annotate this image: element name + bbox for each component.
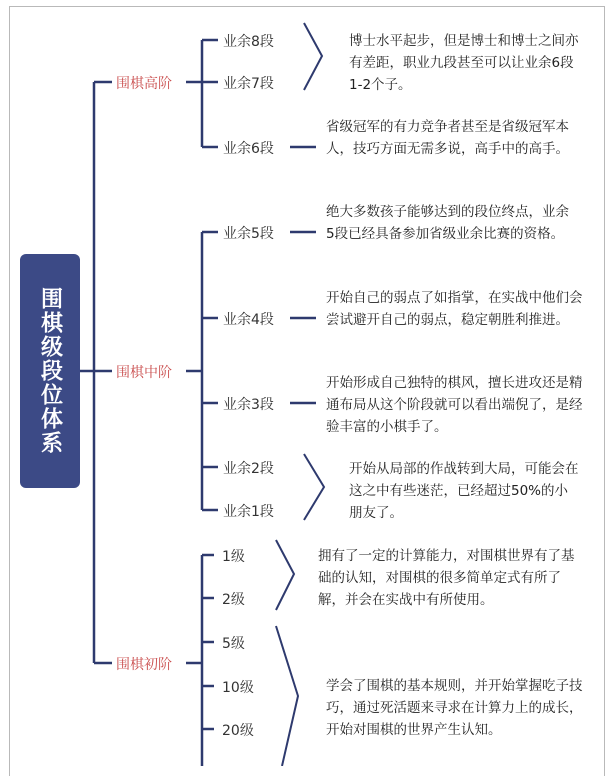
group-label-mid: 围棋中阶 [116, 365, 172, 381]
description-text: 开始自己的弱点了如指掌，在实战中他们会尝试避开自己的弱点，稳定朝胜利推进。 [326, 290, 583, 328]
description-text: 绝大多数孩子能够达到的段位终点，业余5段已经具备参加省级业余比赛的资格。 [326, 204, 569, 242]
description-text: 开始形成自己独特的棋风，擅长进攻还是精通布局从这个阶段就可以看出端倪了，是经验丰富的小棋手了。 [326, 375, 583, 435]
leaf-node: 业余7段 [223, 76, 274, 92]
leaf-node: 业余8段 [223, 34, 274, 50]
leaf-node: 5级 [222, 636, 245, 652]
description-text: 开始从局部的作战转到大局，可能会在这之中有些迷茫，已经超过50%的小朋友了。 [349, 461, 579, 521]
leaf-node: 业余5段 [223, 226, 274, 242]
leaf-node: 业余3段 [223, 397, 274, 413]
leaf-node: 20级 [222, 723, 254, 739]
leaf-node: 10级 [222, 680, 254, 696]
root-node: 围棋级段位体系 [20, 254, 80, 488]
description-text: 拥有了一定的计算能力，对围棋世界有了基础的认知，对围棋的很多简单定式有所了解，并会在实战中有所使用。 [318, 548, 575, 608]
leaf-node: 业余1段 [223, 504, 274, 520]
description-text: 学会了围棋的基本规则，并开始掌握吃子技巧，通过死活题来寻求在计算力上的成长，开始对围棋的世界产生认知。 [326, 678, 583, 738]
description-text: 博士水平起步，但是博士和博士之间亦有差距，职业九段甚至可以让业余6段1-2个子。 [349, 33, 579, 93]
leaf-node: 业余6段 [223, 141, 274, 157]
group-label-low: 围棋初阶 [116, 657, 172, 673]
leaf-node: 业余4段 [223, 312, 274, 328]
description-text: 省级冠军的有力竞争者甚至是省级冠军本人，技巧方面无需多说，高手中的高手。 [326, 119, 569, 157]
leaf-node: 2级 [222, 592, 245, 608]
leaf-node: 业余2段 [223, 461, 274, 477]
group-label-high: 围棋高阶 [116, 76, 172, 92]
leaf-node: 1级 [222, 549, 245, 565]
